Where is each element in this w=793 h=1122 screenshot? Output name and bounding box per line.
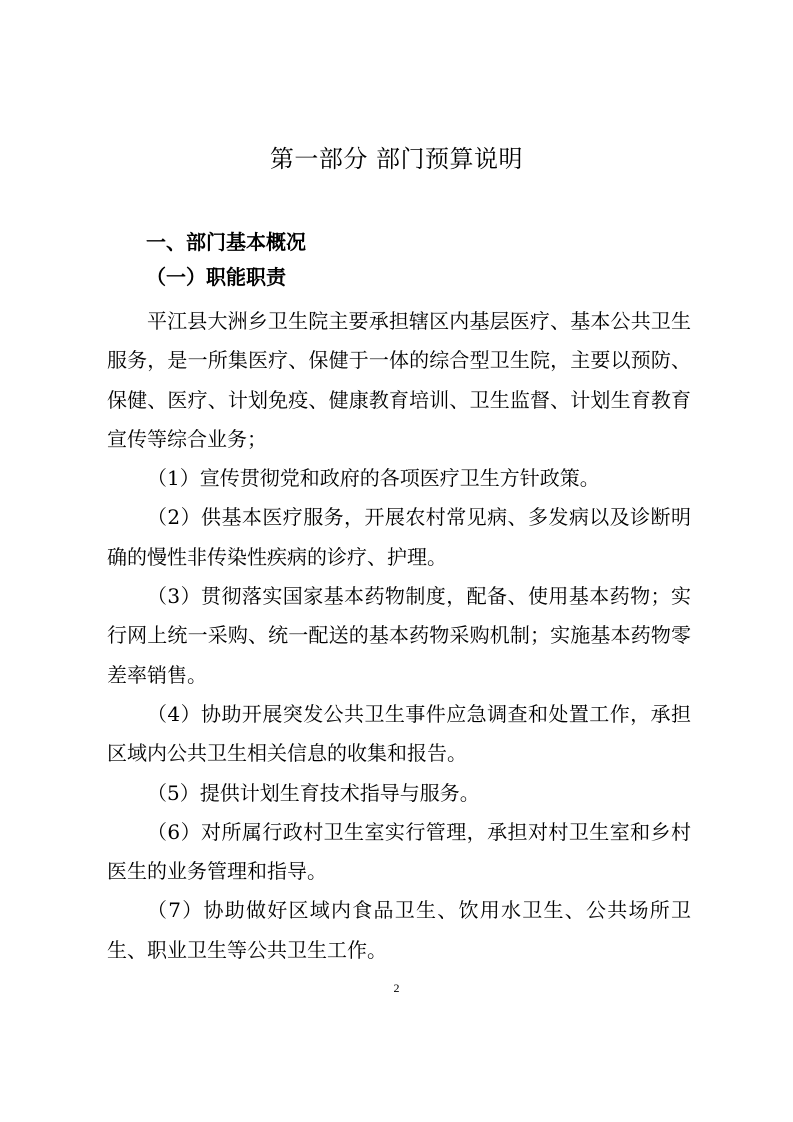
subsection-heading: （一）职能职责 — [146, 265, 286, 289]
section-heading: 一、部门基本概况 — [146, 230, 306, 254]
paragraph-item-7: （7）协助做好区域内食品卫生、饮用水卫生、公共场所卫生、职业卫生等公共卫生工作。 — [107, 898, 691, 962]
paragraph-item-1: （1）宣传贯彻党和政府的各项医疗卫生方针政策。 — [147, 466, 600, 491]
body-text — [107, 302, 691, 970]
paragraph-item-3: （3）贯彻落实国家基本药物制度，配备、使用基本药物；实行网上统一采购、统一配送的基本药物采购机制；实施基本药物零差率销售。 — [107, 584, 691, 687]
paragraph-item-6: （6）对所属行政村卫生室实行管理，承担对村卫生室和乡村医生的业务管理和指导。 — [107, 819, 691, 884]
page-title: 第一部分 部门预算说明 — [269, 145, 524, 173]
paragraph-item-4: （4）协助开展突发公共卫生事件应急调查和处置工作，承担区域内公共卫生相关信息的收集和报告。 — [107, 701, 691, 766]
paragraph-item-2: （2）供基本医疗服务，开展农村常见病、多发病以及诊断明确的慢性非传染性疾病的诊疗、护理。 — [107, 505, 691, 569]
page-number: 2 — [393, 981, 400, 995]
paragraph-intro: 平江县大洲乡卫生院主要承担辖区内基层医疗、基本公共卫生服务，是一所集医疗、保健于一体的综合型卫生院，主要以预防、保健、医疗、计划免疫、健康教育培训、卫生监督、计划生育教育宣传等综合业务； — [107, 309, 691, 451]
paragraph-item-5: （5）提供计划生育技术指导与服务。 — [147, 780, 480, 805]
